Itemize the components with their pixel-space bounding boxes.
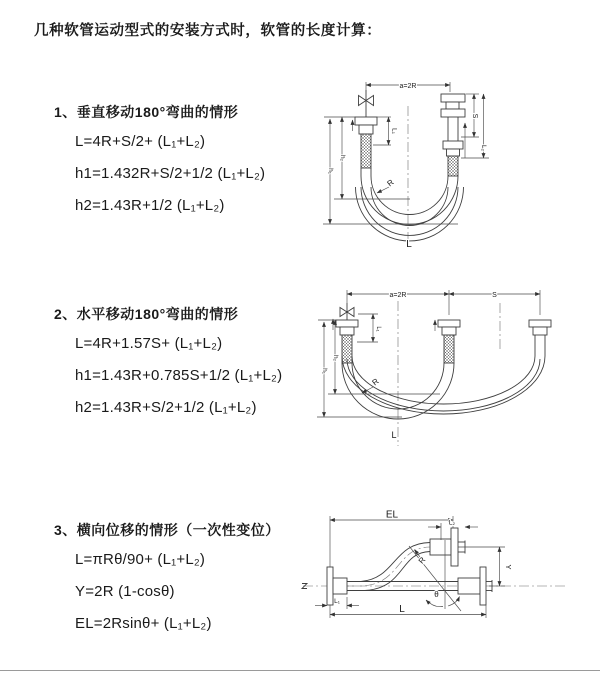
dim-label-l2: L₂ (480, 144, 487, 152)
dim-label-s: S (492, 292, 497, 299)
dim-label-l-total: L (391, 430, 397, 440)
dim-label-l2: L₂ (448, 519, 456, 527)
dim-label-l1: L₁ (334, 598, 340, 605)
formula-line: h2=1.43R+S/2+1/2 (L₁+L₂) (75, 399, 257, 416)
middle-fitting (438, 320, 460, 363)
dim-label-h2: h₂ (332, 354, 339, 362)
formula-line: EL=2Rsinθ+ (L₁+L₂) (75, 615, 212, 632)
formula-line: h2=1.43R+1/2 (L₁+L₂) (75, 197, 225, 214)
section-2 (54, 304, 282, 424)
formula-line: Y=2R (1-cosθ) (75, 583, 175, 600)
valve-symbol (340, 303, 354, 320)
formula-line: h1=1.432R+S/2+1/2 (L₁+L₂) (75, 165, 266, 182)
dim-label-a2r: a=2R (389, 292, 407, 299)
diagram-lateral-displacement (298, 506, 600, 648)
dim-label-r: R (385, 177, 396, 189)
left-fitting (355, 117, 377, 176)
dim-label-el: EL (385, 509, 399, 521)
valve-symbol (359, 90, 374, 117)
dim-label-l1: L₁ (375, 326, 381, 332)
dim-label-r: R (370, 376, 381, 388)
dim-label-l1: L₁ (390, 128, 398, 134)
dim-label-a2r: a=2R (399, 83, 417, 90)
dim-label-s: S (471, 113, 478, 119)
page-title: 几种软管运动型式的安装方式时，软管的长度计算： (34, 23, 382, 39)
formula-line: L=4R+S/2+ (L₁+L₂) (75, 133, 206, 150)
page-bottom-rule (0, 670, 600, 671)
dim-label-theta: θ (434, 590, 439, 599)
section-3-heading: 3、横向位移的情形（一次性变位） (54, 522, 280, 538)
dim-label-h1: h₁ (321, 368, 328, 374)
formula-line: L=πRθ/90+ (L₁+L₂) (75, 551, 206, 568)
diagram-horizontal-180-bend (312, 283, 600, 451)
dim-label-l-total: L (399, 604, 405, 615)
right-fitting (441, 94, 465, 176)
dim-label-h2: h₂ (339, 154, 346, 162)
formula-line: h1=1.43R+0.785S+1/2 (L₁+L₂) (75, 367, 283, 384)
section-2-heading: 2、水平移动180°弯曲的情形 (54, 306, 239, 322)
dim-label-y: Y (504, 564, 513, 570)
dim-label-r: R (416, 555, 428, 566)
dim-label-h1: h₁ (327, 168, 334, 174)
section-3 (54, 520, 280, 640)
formula-line: L=4R+1.57S+ (L₁+L₂) (75, 335, 223, 352)
section-1-heading: 1、垂直移动180°弯曲的情形 (54, 104, 239, 120)
hose-u-bend (356, 176, 464, 241)
dim-label-l-total: L (406, 239, 412, 250)
diagram-vertical-180-bend (313, 72, 595, 262)
displaced-fitting (529, 320, 551, 356)
section-1 (54, 102, 265, 222)
